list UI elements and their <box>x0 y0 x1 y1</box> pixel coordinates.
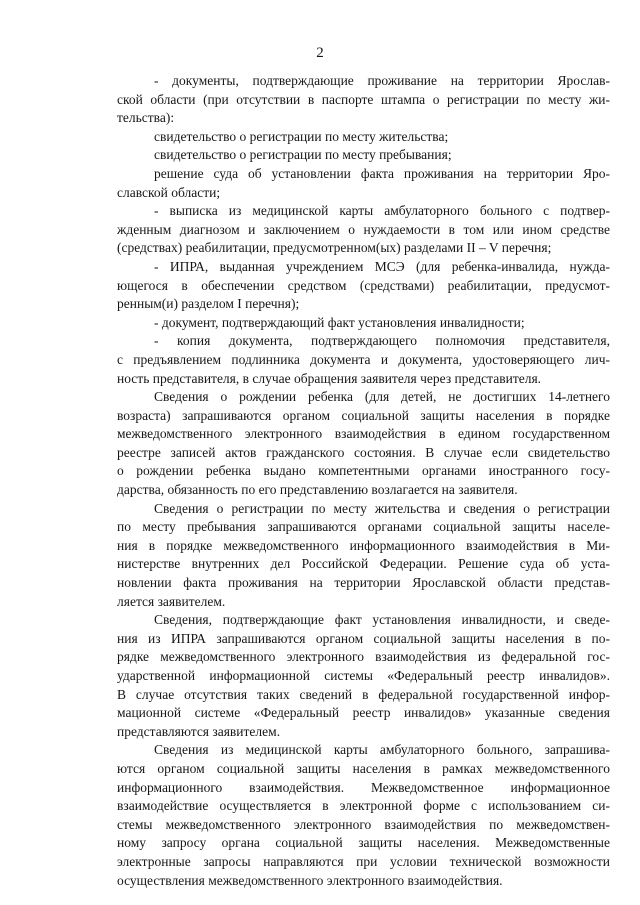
text-line: славской области; <box>117 184 221 200</box>
text-line: ному запросу органа социальной защиты населения. Межведомственные <box>117 835 610 851</box>
text-line: Сведения о рождении ребенка (для детей, не достигших 14-летнего <box>154 389 610 405</box>
text-line: - документы, подтверждающие проживание на территории Ярослав- <box>154 73 610 88</box>
text-line: ляется заявителем. <box>117 593 226 609</box>
paragraph <box>117 611 610 741</box>
paragraph <box>117 146 610 165</box>
text-line: - копия документа, подтверждающего полномочия представителя, <box>154 333 610 349</box>
paragraph <box>117 258 610 314</box>
paragraph <box>117 128 610 147</box>
text-line: тельства): <box>117 110 175 126</box>
text-line: ской области (при отсутствии в паспорте штампа о регистрации по месту жи- <box>117 91 610 107</box>
paragraph <box>117 388 610 500</box>
document-body <box>117 72 610 890</box>
text-line: информационного взаимодействия. Межведомственное информационное <box>117 779 610 795</box>
paragraph <box>117 314 610 333</box>
paragraph <box>117 332 610 388</box>
text-line: Сведения из медицинской карты амбулаторного больного, запрашива- <box>154 742 610 758</box>
text-line: - документ, подтверждающий факт установления инвалидности; <box>154 314 525 330</box>
text-line: электронные запросы направляются при условии технической возможности <box>117 853 610 869</box>
text-line: ющегося в обеспечении средством (средствами) реабилитации, предусмот- <box>117 277 610 293</box>
paragraph <box>117 72 610 128</box>
text-line: нистерстве внутренних дел Российской Федерации. Решение суда об уста- <box>117 556 610 572</box>
text-line: - ИПРА, выданная учреждением МСЭ (для ребенка-инвалида, нужда- <box>154 258 610 274</box>
paragraph <box>117 165 610 202</box>
text-line: реестре записей актов гражданского состояния. В случае если свидетельство <box>117 444 610 460</box>
paragraph <box>117 500 610 612</box>
text-line: (средствах) реабилитации, предусмотренном(ых) разделами II – V перечня; <box>117 240 552 256</box>
text-line: Сведения о регистрации по месту жительства и сведения о регистрации <box>154 500 610 516</box>
text-line: ются органом социальной защиты населения в рамках межведомственного <box>117 760 610 776</box>
text-line: по месту пребывания запрашиваются органами социальной защиты населе- <box>117 519 610 535</box>
text-line: с предъявлением подлинника документа и документа, удостоверяющего лич- <box>117 351 610 367</box>
text-line: стемы межведомственного электронного взаимодействия по межведомствен- <box>117 816 610 832</box>
text-line: жденным диагнозом и заключением о нуждаемости в том или ином средстве <box>117 221 610 237</box>
text-line: возраста) запрашиваются органом социальной защиты населения в порядке <box>117 407 610 423</box>
text-line: В случае отсутствия таких сведений в федеральной государственной инфор- <box>117 686 610 702</box>
text-line: ность представителя, в случае обращения заявителя через представителя. <box>117 370 542 386</box>
text-line: ния из ИПРА запрашиваются органом социальной защиты населения в по- <box>117 630 610 646</box>
page-number: 2 <box>316 45 324 61</box>
text-line: рядке межведомственного электронного взаимодействия из федеральной гос- <box>117 649 610 665</box>
text-line: - выписка из медицинской карты амбулаторного больного с подтвер- <box>154 203 610 219</box>
text-line: ренным(и) разделом I перечня); <box>117 296 300 312</box>
text-line: Сведения, подтверждающие факт установления инвалидности, и сведе- <box>154 612 610 628</box>
text-line: свидетельство о регистрации по месту жительства; <box>154 128 449 144</box>
paragraph <box>117 202 610 258</box>
text-line: ния в порядке межведомственного информационного взаимодействия в Ми- <box>117 537 610 553</box>
text-line: осуществления межведомственного электронного взаимодействия. <box>117 872 503 888</box>
paragraph <box>117 741 610 890</box>
text-line: новлении факта проживания на территории Ярославской области представ- <box>117 575 610 591</box>
text-line: межведомственного электронного взаимодействия в едином государственном <box>117 426 610 442</box>
text-line: свидетельство о регистрации по месту пребывания; <box>154 147 452 163</box>
text-line: о рождении ребенка выдано компетентными органами иностранного госу- <box>117 463 610 479</box>
text-line: ударственной информационной системы «Федеральный реестр инвалидов». <box>117 668 610 683</box>
text-line: представляются заявителем. <box>117 723 281 739</box>
text-line: решение суда об установлении факта проживания на территории Яро- <box>154 165 610 181</box>
text-line: взаимодействие осуществляется в электронной форме с использованием си- <box>117 798 610 814</box>
text-line: дарства, обязанность по его представлению возлагается на заявителя. <box>117 482 518 498</box>
text-line: мационной системе «Федеральный реестр инвалидов» указанные сведения <box>117 705 610 721</box>
